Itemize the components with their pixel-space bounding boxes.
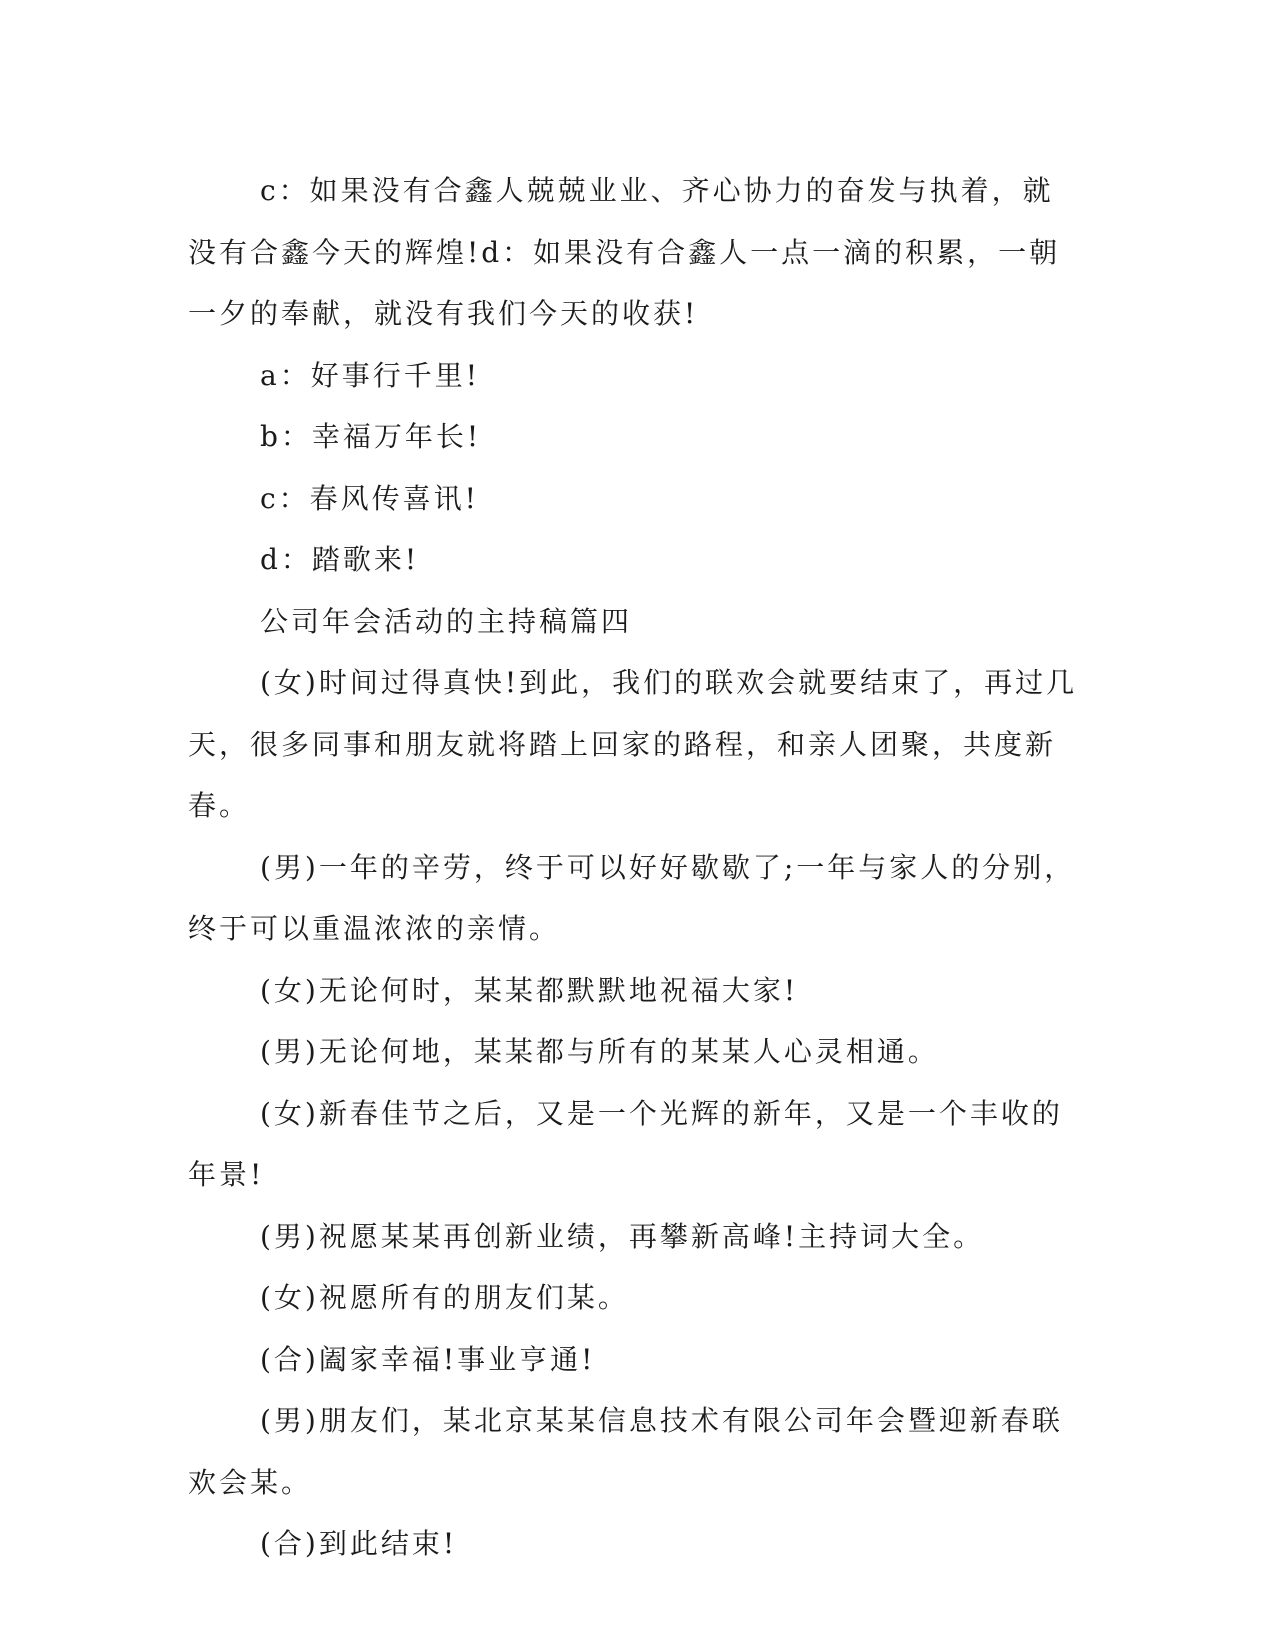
paragraph: (男)朋友们，某北京某某信息技术有限公司年会暨迎新春联欢会某。 (188, 1404, 1063, 1499)
paragraph: (男)无论何地，某某都与所有的某某人心灵相通。 (260, 1035, 939, 1068)
paragraph: c：春风传喜讯! (260, 481, 479, 515)
paragraph: c：如果没有合鑫人兢兢业业、齐心协力的奋发与执着，就没有合鑫今天的辉煌!d：如果没有合鑫人一点一滴的积累，一朝一夕的奉献，就没有我们今天的收获! (188, 174, 1061, 330)
paragraph: (女)祝愿所有的朋友们某。 (260, 1281, 629, 1314)
paragraph: (男)祝愿某某再创新业绩，再攀新高峰!主持词大全。 (260, 1219, 985, 1253)
document-body (188, 160, 1080, 1575)
paragraph: a：好事行千里! (260, 358, 480, 392)
paragraph: d：踏歌来! (260, 543, 420, 576)
paragraph: (合)到此结束! (260, 1527, 458, 1560)
paragraph: (女)无论何时，某某都默默地祝福大家! (260, 973, 799, 1007)
paragraph: (女)新春佳节之后，又是一个光辉的新年，又是一个丰收的年景! (188, 1096, 1063, 1191)
paragraph: (女)时间过得真快!到此，我们的联欢会就要结束了，再过几天，很多同事和朋友就将踏上回家的路程，和亲人团聚，共度新春。 (188, 666, 1078, 822)
paragraph: (男)一年的辛劳，终于可以好好歇歇了;一年与家人的分别，终于可以重温浓浓的亲情。 (188, 850, 1076, 945)
paragraph: b：幸福万年长! (260, 420, 482, 453)
paragraph: (合)阖家幸福!事业亨通! (260, 1342, 596, 1376)
section-title: 公司年会活动的主持稿篇四 (260, 604, 633, 638)
